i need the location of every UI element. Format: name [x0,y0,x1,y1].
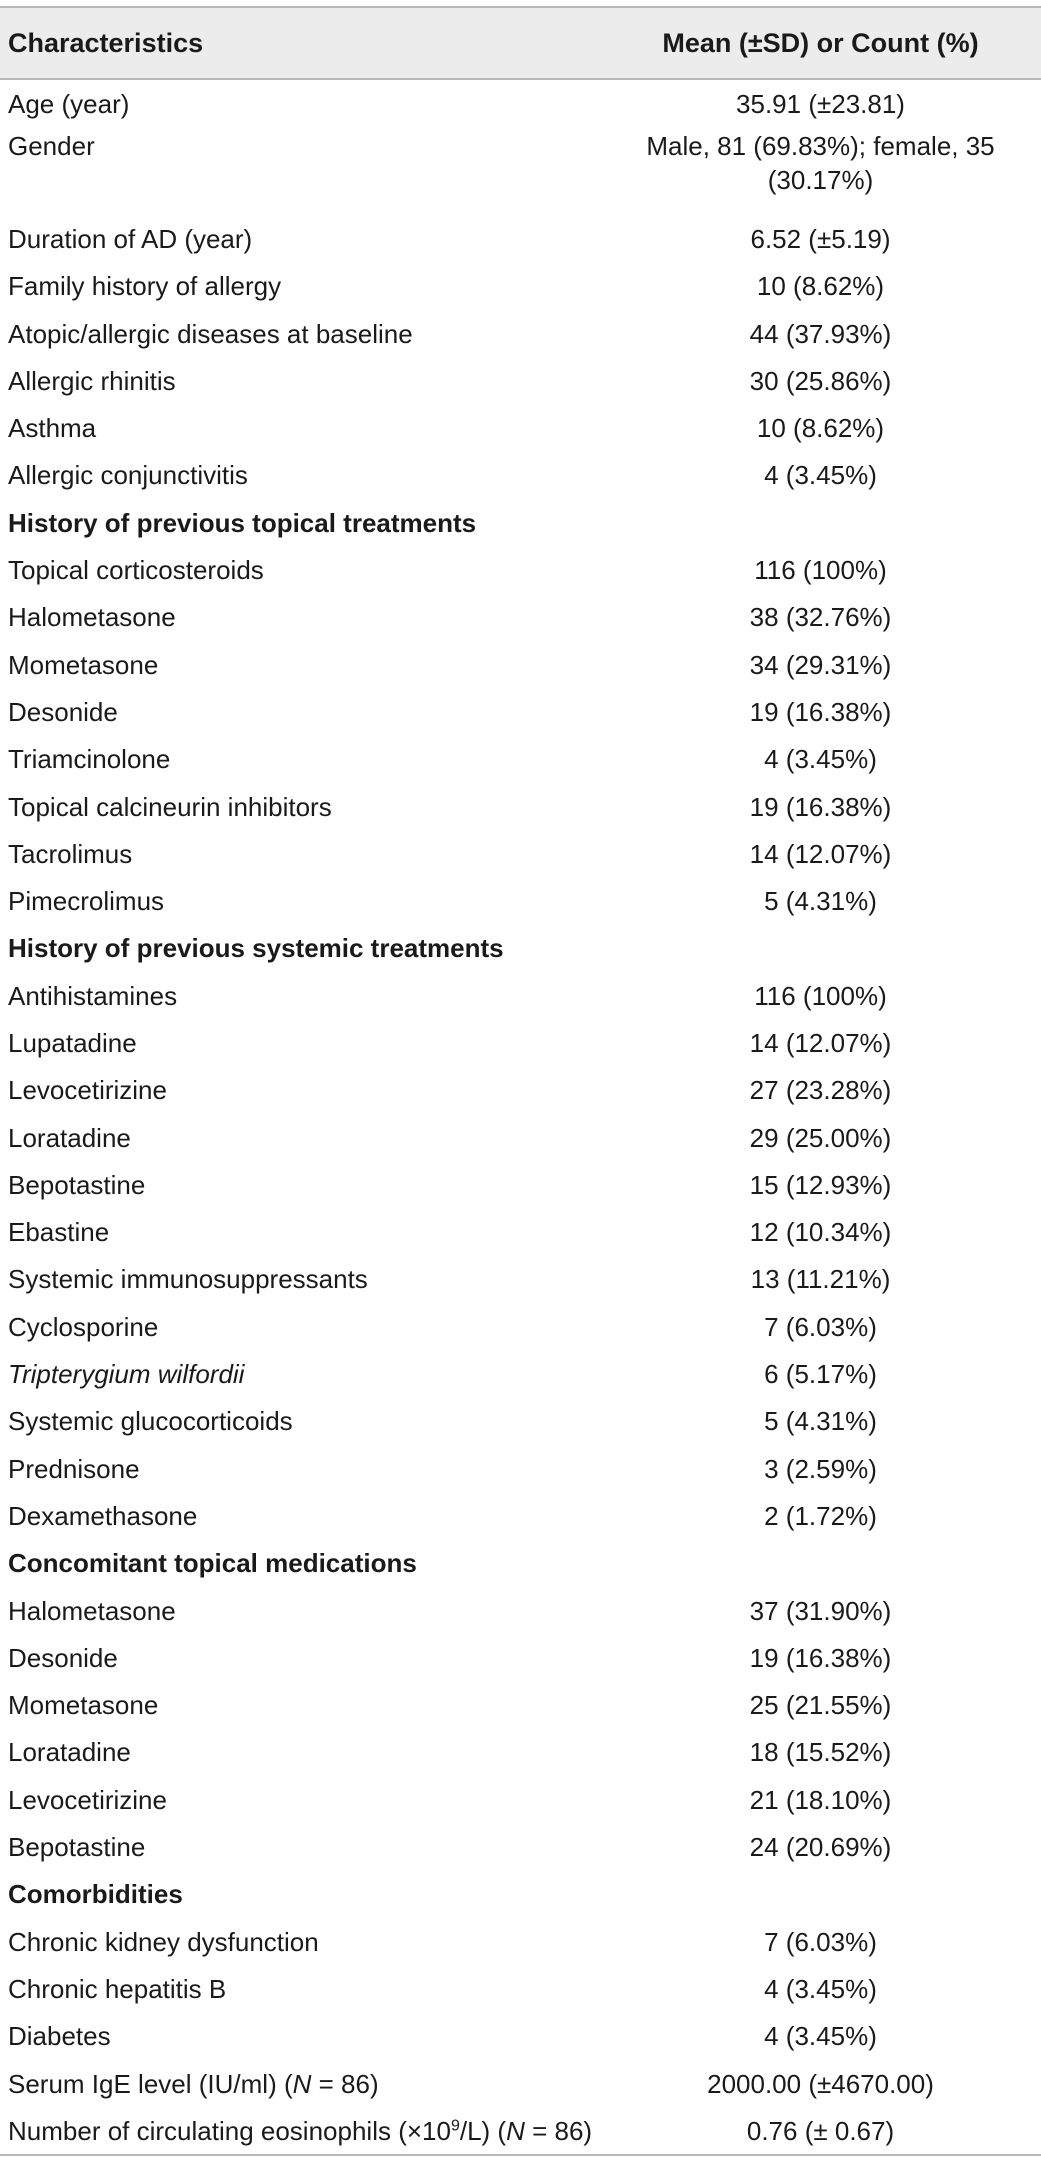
row-value: 18 (15.52%) [749,1737,892,1768]
table-row [0,1729,1041,1776]
row-label: Dexamethasone [8,1500,198,1531]
row-label: Allergic rhinitis [8,365,176,396]
table-row [0,1398,1041,1445]
row-value: 0.76 (± 0.67) [600,2107,1041,2155]
table-row [0,1965,1041,2012]
table-row [0,1634,1041,1681]
row-value: 19 (16.38%) [749,1642,892,1673]
section-header-row [0,925,1041,972]
row-label: Mometasone [8,1690,159,1721]
table-row [0,641,1041,688]
row-label: Allergic conjunctivitis [8,460,248,491]
row-value [600,925,1041,972]
row-label: Family history of allergy [8,271,282,302]
section-title: Concomitant topical medications [8,1548,417,1579]
row-value [600,1540,1041,1587]
row-label [0,2107,600,2155]
row-value: 116 (100%) [754,980,887,1011]
row-label: Antihistamines [8,980,178,1011]
row-value: 10 (8.62%) [756,271,885,302]
label-text: /L) ( [459,2115,507,2146]
row-label: Ebastine [8,1217,110,1248]
table-row [0,1209,1041,1256]
row-label: Pimecrolimus [8,886,165,917]
row-label: Prednisone [8,1453,140,1484]
row-value: 19 (16.38%) [749,696,892,727]
label-text: Number of circulating eosinophils (×10 [8,2115,451,2146]
characteristics-table [0,6,1041,2156]
row-value: 30 (25.86%) [749,365,892,396]
row-value: 37 (31.90%) [749,1595,892,1626]
row-value [600,499,1041,546]
row-label: Halometasone [8,602,176,633]
row-value: 6 (5.17%) [764,1359,877,1390]
table-row [0,452,1041,499]
row-label: Topical corticosteroids [8,555,264,586]
table-row [0,1445,1041,1492]
label-text: = 86) [311,2068,379,2099]
table-row [0,688,1041,735]
table-row [0,1776,1041,1823]
row-value [600,1871,1041,1918]
table-row [0,1350,1041,1397]
table-row [0,215,1041,262]
row-value: 35.91 (±23.81) [736,88,905,119]
row-value: 4 (3.45%) [764,460,877,491]
row-value: Male, 81 (69.83%); female, 35 (30.17%) [646,131,995,196]
row-value: 10 (8.62%) [756,413,885,444]
table-row [0,1918,1041,1965]
row-label: Diabetes [8,2021,111,2052]
table-row [0,79,1041,127]
table-row [0,357,1041,404]
row-value: 25 (21.55%) [749,1690,892,1721]
label-n: N [292,2068,312,2099]
table-row [0,1587,1041,1634]
row-label: Duration of AD (year) [8,223,253,254]
row-value: 44 (37.93%) [749,318,892,349]
table-row [0,2060,1041,2107]
row-label: Desonide [8,696,118,727]
row-label: Asthma [8,413,97,444]
row-label: Age (year) [8,88,130,119]
section-title: Comorbidities [8,1879,183,1910]
row-label: Topical calcineurin inhibitors [8,791,332,822]
row-value: 14 (12.07%) [749,838,892,869]
row-value: 2 (1.72%) [764,1500,877,1531]
row-value: 14 (12.07%) [749,1027,892,1058]
header-mean-sd-count: Mean (±SD) or Count (%) [600,7,1041,79]
row-label: Desonide [8,1642,118,1673]
table-row [0,877,1041,924]
row-value: 13 (11.21%) [750,1264,891,1295]
row-label: Systemic glucocorticoids [8,1406,293,1437]
section-header-row [0,1540,1041,1587]
row-value: 4 (3.45%) [764,744,877,775]
row-label: Chronic hepatitis B [8,1973,227,2004]
table-row [0,972,1041,1019]
table-row [0,1067,1041,1114]
row-value: 24 (20.69%) [749,1832,892,1863]
row-value: 7 (6.03%) [764,1926,877,1957]
table-row [0,594,1041,641]
row-value: 29 (25.00%) [749,1122,892,1153]
table-row [0,263,1041,310]
table-row [0,1823,1041,1870]
table-row [0,546,1041,593]
row-label: Halometasone [8,1595,176,1626]
row-value: 116 (100%) [754,555,887,586]
table-row [0,1682,1041,1729]
label-text: = 86) [524,2115,593,2146]
row-value: 27 (23.28%) [749,1075,892,1106]
row-value: 38 (32.76%) [749,602,892,633]
row-label: Loratadine [8,1737,131,1768]
row-value: 12 (10.34%) [749,1217,892,1248]
section-header-row [0,499,1041,546]
row-label: Levocetirizine [8,1075,167,1106]
row-label: Mometasone [8,649,159,680]
row-label: Bepotastine [8,1832,146,1863]
label-n: N [506,2115,525,2146]
section-header-row [0,1871,1041,1918]
section-title: History of previous topical treatments [8,507,477,538]
row-label: Gender [8,131,95,162]
section-title: History of previous systemic treatments [8,933,504,964]
row-label: Atopic/allergic diseases at baseline [8,318,413,349]
row-value: 3 (2.59%) [764,1453,877,1484]
label-superscript: 9 [450,2117,460,2135]
row-value: 5 (4.31%) [764,886,877,917]
table-row [0,2013,1041,2060]
row-value: 7 (6.03%) [764,1311,877,1342]
row-label: Lupatadine [8,1027,137,1058]
row-value: 6.52 (±5.19) [750,223,891,254]
table-row [0,2107,1041,2155]
row-label: Tripterygium wilfordii [8,1359,245,1390]
table-header-row [0,7,1041,79]
row-value: 21 (18.10%) [749,1784,892,1815]
row-value: 15 (12.93%) [749,1169,892,1200]
label-text: Serum IgE level (IU/ml) ( [8,2068,293,2099]
table-row [0,830,1041,877]
table-row [0,1256,1041,1303]
table-row [0,1303,1041,1350]
table-row [0,736,1041,783]
table-row [0,1161,1041,1208]
table-row [0,127,1041,215]
row-label: Cyclosporine [8,1311,159,1342]
table-row [0,404,1041,451]
row-label: Levocetirizine [8,1784,167,1815]
row-label: Chronic kidney dysfunction [8,1926,319,1957]
row-value: 5 (4.31%) [764,1406,877,1437]
row-label: Bepotastine [8,1169,146,1200]
row-value: 4 (3.45%) [764,1973,877,2004]
row-value: 19 (16.38%) [749,791,892,822]
row-label: Systemic immunosuppressants [8,1264,368,1295]
row-value: 2000.00 (±4670.00) [707,2068,934,2099]
table-row [0,1492,1041,1539]
row-label: Triamcinolone [8,744,171,775]
row-label: Loratadine [8,1122,131,1153]
table-row [0,783,1041,830]
table-row [0,1114,1041,1161]
row-label: Tacrolimus [8,838,133,869]
table-row [0,1019,1041,1066]
table-row [0,310,1041,357]
row-value: 4 (3.45%) [764,2021,877,2052]
row-value: 34 (29.31%) [749,649,892,680]
header-characteristics: Characteristics [0,7,600,79]
row-label [0,2060,600,2107]
